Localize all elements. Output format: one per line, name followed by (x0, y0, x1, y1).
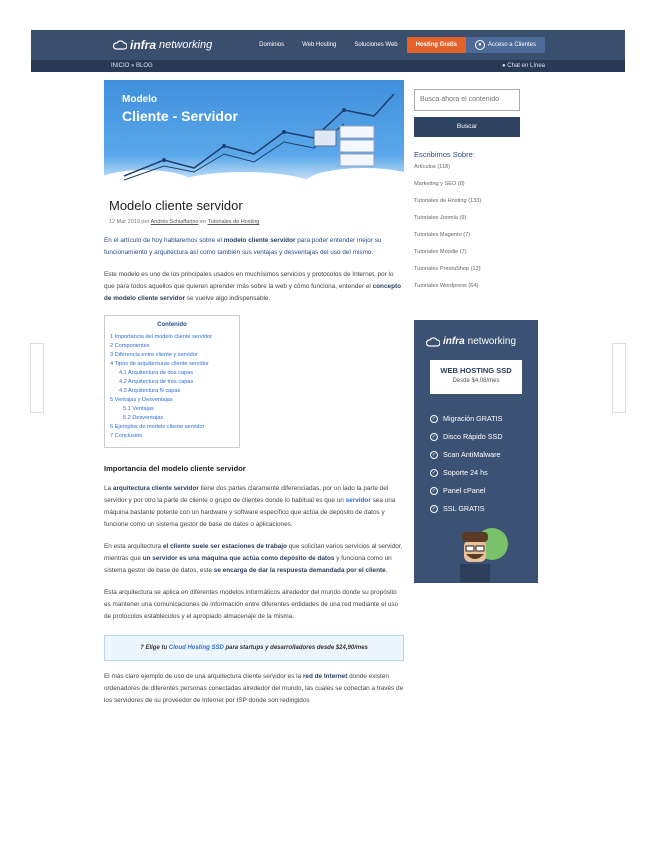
main-nav (250, 37, 545, 53)
toc-item[interactable]: 3 Diferencia entre cliente y servidor (110, 352, 198, 358)
table-of-contents (104, 315, 240, 448)
nav-acceso-label: Acceso a Clientes (487, 42, 536, 48)
ad-features (430, 410, 503, 518)
intro-paragraph: Este modelo es uno de los principales usados en muchísimos servicios y protocolos de Internet, por lo que para todos aquellos que quieren aprender más sobre la web y cómo funciona, entender el concepto de modelo cliente servidor se vuelve algo indispensable. (104, 271, 401, 302)
chat-label: Chat en Línea (507, 63, 545, 69)
paragraph-2: La arquitectura cliente servidor tiene dos partes claramente diferenciadas, por un lado la parte del servidor y por otro la parte de cliente o grupo de clientes donde lo habitual es que un servidor sea una máquina bastante potente con un hardware y software específico que actúa de depósito de datos y funcione como un sistema gestor de base de datos o aplicaciones. (104, 485, 396, 528)
breadcrumb[interactable]: INICIO » BLOG (111, 63, 153, 69)
ad-feature (430, 428, 503, 446)
site-logo[interactable] (113, 38, 212, 52)
ad-feature (430, 446, 503, 464)
nav-acceso-clientes[interactable] (466, 37, 545, 53)
sidebar (414, 88, 520, 295)
nav-soluciones-web[interactable]: Soluciones Web (354, 42, 398, 48)
hero-line-2: Cliente - Servidor (122, 108, 238, 124)
logo-text-a: infra (130, 38, 157, 52)
check-icon: ✓ (431, 416, 437, 422)
hosting-ad[interactable] (414, 320, 538, 583)
post-meta (104, 219, 404, 225)
toc-item[interactable]: 5.2 Desventajas (123, 415, 164, 421)
hero-line-1: Modelo (122, 94, 157, 105)
categories-list (414, 159, 520, 295)
hero-image (104, 80, 404, 188)
category-item[interactable]: Tutoriales PrestaShop (13) (414, 265, 481, 272)
prev-arrow[interactable] (30, 343, 44, 413)
ad-box-title: WEB HOSTING SSD (440, 366, 512, 375)
servidor-link[interactable]: servidor (345, 497, 371, 504)
author-link[interactable]: Andrés Schiaffarino (150, 219, 199, 225)
check-icon: ✓ (431, 506, 437, 512)
ad-logo: infra networking (426, 336, 516, 347)
ad-feature-label: Scan AntiMalware (443, 450, 501, 459)
category-item[interactable]: Tutoriales Joomla (9) (414, 214, 467, 221)
ad-feature (430, 482, 503, 500)
toc-item[interactable]: 6 Ejemplos de modelo cliente servidor (110, 424, 205, 430)
check-icon: ✓ (431, 434, 437, 440)
toc-item[interactable]: 5 Ventajas y Desventajas (110, 397, 173, 403)
check-icon: ✓ (431, 488, 437, 494)
ad-feature (430, 500, 503, 518)
category-item[interactable]: Marketing y SEO (8) (414, 180, 465, 187)
ad-box (430, 360, 522, 394)
ad-feature-label: Disco Rápido SSD (443, 432, 503, 441)
chat-icon: ● (502, 63, 508, 69)
search-input[interactable] (414, 89, 520, 111)
category-item[interactable]: Artículos (118) (414, 163, 450, 170)
category-item[interactable]: Tutoriales Magento (7) (414, 231, 471, 238)
toc-item[interactable]: 4.2 Arquitectura de tres capas (119, 379, 194, 385)
nav-dominios[interactable]: Dominios (259, 42, 285, 48)
next-arrow[interactable] (612, 343, 626, 413)
toc-item[interactable]: 4.3 Arquitectura N capas (119, 388, 181, 394)
promo-link[interactable]: Cloud Hosting SSD (168, 645, 224, 651)
user-icon: ● (475, 40, 485, 50)
ad-feature (430, 464, 503, 482)
lead-paragraph: En el artículo de hoy hablaremos sobre el modelo cliente servidor para poder entender mejor su funcionamiento y arquitectura así como también sus ventajas y desventajas del uso del mismo. (104, 237, 382, 256)
ad-feature-label: SSL GRATIS (443, 504, 485, 513)
cloud-icon (113, 40, 127, 50)
main-content (104, 80, 404, 707)
logo-text-b: networking (159, 39, 213, 51)
search-button[interactable]: Buscar (414, 117, 520, 137)
paragraph-3: En esta arquitectura el cliente suele ser estaciones de trabajo que solicitan varios servicios al servidor, mientras que un servidor es una máquina que actúa como depósito de datos y funciona como un sistema gestor de base de datos, este se encarga de dar la respuesta demandada por el cliente. (104, 543, 403, 574)
post-date: 12 Mar 2019 por (109, 219, 150, 225)
check-icon: ✓ (431, 452, 437, 458)
ad-feature (430, 410, 503, 428)
toc-title: Contenido (157, 322, 187, 328)
check-icon: ✓ (431, 470, 437, 476)
ad-feature-label: Soporte 24 hs (443, 468, 488, 477)
top-navbar (31, 30, 625, 60)
toc-item[interactable]: 7 Conclusión (110, 433, 143, 439)
post-title: Modelo cliente servidor (109, 198, 243, 213)
chat-link[interactable] (502, 63, 545, 69)
toc-item[interactable]: 5.1 Ventajas (123, 406, 154, 412)
toc-list (110, 333, 234, 441)
nav-web-hosting[interactable]: Web Hosting (302, 42, 337, 48)
toc-item[interactable]: 4.1 Arquitectura de dos capas (119, 370, 194, 376)
category-link[interactable]: Tutoriales de Hosting (207, 219, 260, 225)
toc-item[interactable]: 4 Tipos de arquitecturas cliente servidor (110, 361, 209, 367)
ad-feature-label: Panel cPanel (443, 486, 486, 495)
category-item[interactable]: Tutoriales Wordpress (64) (414, 282, 479, 289)
category-item[interactable]: Tutoriales Moodle (7) (414, 248, 467, 255)
paragraph-4: Esta arquitectura se aplica en diferentes modelos informáticos alrededor del mundo donde su propósito es mantener una comunicaciones de información entre diferentes entidades de una red mediante el uso de protocolos establecidos y el apropiado almacenaje de la misma. (104, 589, 399, 620)
categories-title: Escribimos Sobre: (414, 149, 475, 159)
section-heading: Importancia del modelo cliente servidor (104, 464, 246, 473)
cloud-icon (426, 337, 440, 347)
ad-box-price: Desde $4,08/mes (452, 378, 500, 384)
sub-bar (31, 60, 625, 72)
toc-item[interactable]: 2 Componentes (110, 343, 150, 349)
category-item[interactable]: Tutoriales de Hosting (133) (414, 197, 482, 204)
nav-hosting-gratis[interactable]: Hosting Gratis (407, 37, 466, 53)
toc-item[interactable]: 1 Importancia del modelo cliente servidor (110, 334, 212, 340)
mascot-illustration (450, 520, 510, 582)
paragraph-5: El más claro ejemplo de uso de una arquitectura cliente servidor es la red de Internet donde existen ordenadores de diferentes personas conectadas alrededor del mundo, las cuales se conectan a través de los servidores de su proveedor de Internet por ISP donde son redirigidos (104, 673, 404, 704)
meta-in: en (200, 219, 207, 225)
ad-feature-label: Migración GRATIS (443, 414, 503, 423)
promo-banner[interactable]: ? Elige tu Cloud Hosting SSD para startups y desarrolladores desde $24,90/mes (104, 635, 404, 661)
